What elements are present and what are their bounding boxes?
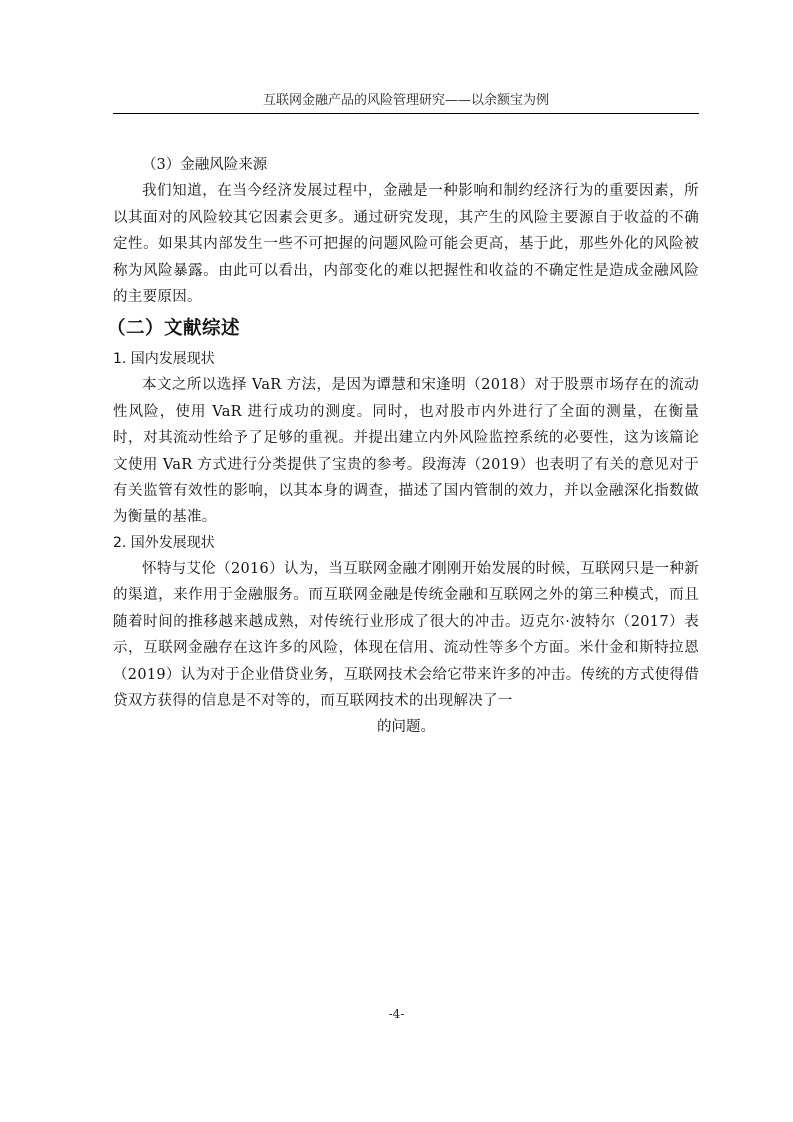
page-body (107, 152, 699, 741)
running-header: 互联网金融产品的风险管理研究——以余额宝为例 (262, 93, 549, 108)
paragraph-foreign-tail: 的问题。 (377, 719, 435, 736)
paragraph-domestic: 本文之所以选择 VaR 方法，是因为谭慧和宋逢明（2018）对于股票市场存在的流动性风险，使用 VaR 进行成功的测度。同时，也对股市内外进行了全面的测量，在衡量时，对其流动性给予了足够的重视。并提出建立内外风险监控系统的必要性，这为该篇论文使用 VaR 方式进行分类提供了宝贵的参考。段海涛（2019）也表明了有关的意见对于有关监管有效性的影响，以其本身的调查，描述了国内管制的效力，并以金融深化指数做为衡量的基准。 (113, 377, 699, 526)
paragraph-foreign: 怀特与艾伦（2016）认为，当互联网金融才刚刚开始发展的时候，互联网只是一种新的渠道，来作用于金融服务。而互联网金融是传统金融和互联网之外的第三种模式，而且随着时间的推移越来越成熟，对传统行业形成了很大的冲击。迈克尔·波特尔（2017）表示，互联网金融存在这许多的风险，体现在信用、流动性等多个方面。米什金和斯特拉恩（2019）认为对于企业借贷业务，互联网技术会给它带来许多的冲击。传统的方式使得借贷双方获得的信息是不对等的，而互联网技术的出现解决了一 (113, 560, 699, 709)
page-number: -4- (388, 1007, 405, 1021)
subheading-foreign: 2. 国外发展现状 (113, 534, 215, 551)
paragraph-risk-source: 我们知道，在当今经济发展过程中，金融是一种影响和制约经济行为的重要因素，所以其面对的风险较其它因素会更多。通过研究发现，其产生的风险主要源自于收益的不确定性。如果其内部发生一些不可把握的问题风险可能会更高，基于此，那些外化的风险被称为风险暴露。由此可以看出，内部变化的难以把握性和收益的不确定性是造成金融风险的主要原因。 (113, 183, 699, 306)
header-rule (113, 113, 699, 114)
section-heading-literature-review: （二）文献综述 (107, 318, 241, 340)
subheading-domestic: 1. 国内发展现状 (113, 351, 215, 368)
subsection-title-risk-source: （3）金融风险来源 (142, 157, 268, 173)
